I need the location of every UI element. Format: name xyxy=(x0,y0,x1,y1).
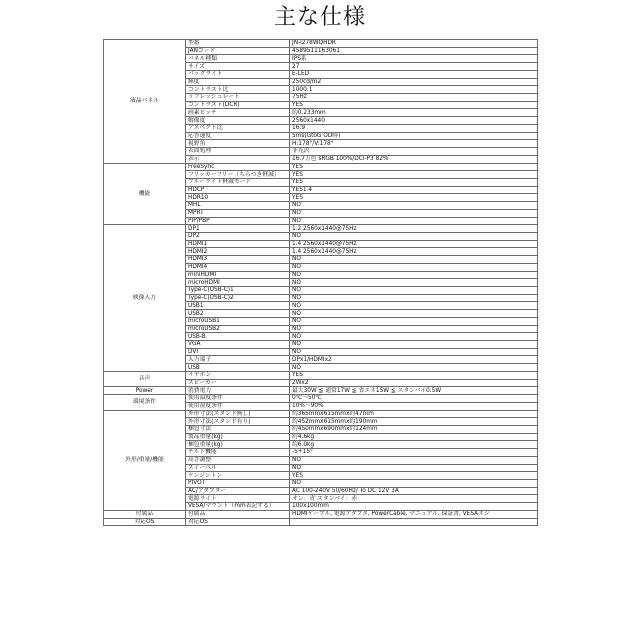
item-cell: 使用温度条件 xyxy=(186,395,290,403)
spec-row xyxy=(104,510,538,518)
category-cell: 対応OS xyxy=(104,518,186,526)
item-cell: microUSB1 xyxy=(186,317,290,325)
item-cell: MPRT xyxy=(186,209,290,217)
item-cell: DVI xyxy=(186,348,290,356)
item-cell: 外形寸法(スタンド有り) xyxy=(186,418,290,426)
item-cell: スピーカー xyxy=(186,379,290,387)
spec-row xyxy=(104,387,538,395)
item-cell: チルト機能 xyxy=(186,449,290,457)
value-cell: 約365mmx615mmx約47mm xyxy=(290,410,538,418)
item-cell: HDMI1 xyxy=(186,240,290,248)
item-cell: VESA/マウント（mm表記する） xyxy=(186,503,290,511)
spec-row xyxy=(104,395,538,403)
page-title: 主な仕様 xyxy=(273,5,366,30)
value-cell: -5+15° xyxy=(290,449,538,457)
spec-row xyxy=(104,40,538,48)
item-cell: パネル種類 xyxy=(186,55,290,63)
value-cell: NO xyxy=(290,325,538,333)
item-cell: 入力端子 xyxy=(186,356,290,364)
value-cell: YES1.4 xyxy=(290,186,538,194)
spec-row xyxy=(104,410,538,418)
spec-table xyxy=(103,39,538,526)
value-cell: 1.4 2560x1440@75Hz xyxy=(290,240,538,248)
category-cell: 音声 xyxy=(104,371,186,386)
item-cell: AC/アダプター xyxy=(186,487,290,495)
spec-row xyxy=(104,371,538,379)
item-cell: USB-B xyxy=(186,333,290,341)
value-cell: 約450mmx690mmx約124mm xyxy=(290,425,538,433)
value-cell: NO xyxy=(290,209,538,217)
value-cell xyxy=(290,518,538,526)
value-cell: 最大30W ≦ 通常17W ≦ 省エネ15W ≦ スタンバイ0.5W xyxy=(290,387,538,395)
item-cell: フリッカーフリー（ちらつき軽減） xyxy=(186,171,290,179)
item-cell: FreeSync xyxy=(186,163,290,171)
category-cell: Power xyxy=(104,387,186,395)
item-cell: 画素ピッチ xyxy=(186,109,290,117)
item-cell: 対応OS xyxy=(186,518,290,526)
value-cell: NO xyxy=(290,464,538,472)
value-cell: NO xyxy=(290,217,538,225)
value-cell: NO xyxy=(290,287,538,295)
value-cell: NO xyxy=(290,232,538,240)
value-cell: HDMIケーブル, 電源アダプタ, PowerCable, マニュアル, 保証書, VESAネジ xyxy=(290,510,538,518)
item-cell: Type-C(USB-C)2 xyxy=(186,294,290,302)
value-cell: 250cd/m2 xyxy=(290,78,538,86)
value-cell: YES xyxy=(290,194,538,202)
item-cell: イヤホン xyxy=(186,371,290,379)
category-cell: 機能 xyxy=(104,163,186,225)
item-cell: 表面処理 xyxy=(186,148,290,156)
item-cell: 使用湿度条件 xyxy=(186,402,290,410)
value-cell: 16:9 xyxy=(290,124,538,132)
item-cell: USB xyxy=(186,364,290,372)
spec-row xyxy=(104,518,538,526)
value-cell: 約452mmx615mmx約190mm xyxy=(290,418,538,426)
item-cell: 外形寸法(スタンド無し) xyxy=(186,410,290,418)
value-cell: NO xyxy=(290,348,538,356)
value-cell: YES xyxy=(290,163,538,171)
value-cell: 1.2 2560x1440@75Hz xyxy=(290,225,538,233)
item-cell: 梱包重量(kg) xyxy=(186,441,290,449)
value-cell: NO xyxy=(290,333,538,341)
value-cell: YES xyxy=(290,101,538,109)
value-cell: YES xyxy=(290,178,538,186)
category-cell: 液晶パネル xyxy=(104,40,186,164)
item-cell: HDMI2 xyxy=(186,248,290,256)
item-cell: microUSB2 xyxy=(186,325,290,333)
item-cell: 高さ調整 xyxy=(186,456,290,464)
item-cell: 視野角 xyxy=(186,140,290,148)
item-cell: リフレッシュレート xyxy=(186,94,290,102)
value-cell: NO xyxy=(290,302,538,310)
item-cell: 消費電力 xyxy=(186,387,290,395)
value-cell: NO xyxy=(290,341,538,349)
value-cell: 1000:1 xyxy=(290,86,538,94)
value-cell: 10%〜90% xyxy=(290,402,538,410)
item-cell: コントラスト(DCR) xyxy=(186,101,290,109)
value-cell: NO xyxy=(290,256,538,264)
value-cell: NO xyxy=(290,202,538,210)
value-cell: 27 xyxy=(290,63,538,71)
item-cell: 製品重量(kg) xyxy=(186,433,290,441)
value-cell: オン：青 スタンバイ：赤 xyxy=(290,495,538,503)
item-cell: DP1 xyxy=(186,225,290,233)
value-cell: YES xyxy=(290,171,538,179)
value-cell: 75Hz xyxy=(290,94,538,102)
value-cell: 16.7万色 sRGB 100%/DCI-P3 82% xyxy=(290,155,538,163)
value-cell: NO xyxy=(290,364,538,372)
item-cell: VGA xyxy=(186,341,290,349)
value-cell: 5ms(GtoG OD時) xyxy=(290,132,538,140)
value-cell: 約6.0kg xyxy=(290,441,538,449)
item-cell: サイズ xyxy=(186,63,290,71)
item-cell: 解像度 xyxy=(186,117,290,125)
item-cell: コントラスト比 xyxy=(186,86,290,94)
item-cell: ケンジントン xyxy=(186,472,290,480)
value-cell: NO xyxy=(290,263,538,271)
item-cell: MHL xyxy=(186,202,290,210)
item-cell: 梱包寸法 xyxy=(186,425,290,433)
value-cell: 0℃〜50℃ xyxy=(290,395,538,403)
value-cell: YES xyxy=(290,371,538,379)
value-cell: AC 100-240V 50/60Hz/ To DC 12V 3A xyxy=(290,487,538,495)
item-cell: PIVOT xyxy=(186,479,290,487)
item-cell: HDR10 xyxy=(186,194,290,202)
category-cell: 映像入力 xyxy=(104,225,186,372)
category-cell: 外形/重量/機能 xyxy=(104,410,186,510)
item-cell: USB1 xyxy=(186,302,290,310)
value-cell: DPx1/HDMIx2 xyxy=(290,356,538,364)
value-cell: NO xyxy=(290,479,538,487)
item-cell: HDMI3 xyxy=(186,256,290,264)
category-cell: 環境条件 xyxy=(104,395,186,410)
item-cell: miniHDMI xyxy=(186,271,290,279)
value-cell: 非光沢 xyxy=(290,148,538,156)
item-cell: 表示 xyxy=(186,155,290,163)
item-cell: HDCP xyxy=(186,186,290,194)
value-cell: NO xyxy=(290,279,538,287)
spec-row xyxy=(104,225,538,233)
item-cell: DP2 xyxy=(186,232,290,240)
item-cell: ブルーライト軽減モード xyxy=(186,178,290,186)
value-cell: IPS系 xyxy=(290,55,538,63)
category-cell: 付属品 xyxy=(104,510,186,518)
value-cell: NO xyxy=(290,271,538,279)
value-cell: 約4.6kg xyxy=(290,433,538,441)
value-cell: H:178°/V:178° xyxy=(290,140,538,148)
value-cell: JN-i278WQHDR xyxy=(290,40,538,48)
value-cell: E-LED xyxy=(290,70,538,78)
item-cell: 電源ライト xyxy=(186,495,290,503)
value-cell: NO xyxy=(290,317,538,325)
item-cell: microHDMI xyxy=(186,279,290,287)
value-cell: NO xyxy=(290,456,538,464)
value-cell: 2560x1440 xyxy=(290,117,538,125)
value-cell: NO xyxy=(290,294,538,302)
item-cell: PIP/PBP xyxy=(186,217,290,225)
spec-row xyxy=(104,163,538,171)
item-cell: スイーベル xyxy=(186,464,290,472)
item-cell: 応答速度 xyxy=(186,132,290,140)
item-cell: Type-C(USB-C)1 xyxy=(186,287,290,295)
item-cell: USB2 xyxy=(186,310,290,318)
item-cell: 型番 xyxy=(186,40,290,48)
item-cell: 付属品 xyxy=(186,510,290,518)
value-cell: YES xyxy=(290,472,538,480)
value-cell: NO xyxy=(290,310,538,318)
item-cell: アスペクト比 xyxy=(186,124,290,132)
item-cell: HDMI4 xyxy=(186,263,290,271)
value-cell: 約0.233mm xyxy=(290,109,538,117)
value-cell: 2Wx2 xyxy=(290,379,538,387)
item-cell: バックライト xyxy=(186,70,290,78)
value-cell: 100x100mm xyxy=(290,503,538,511)
value-cell: 1.4 2560x1440@75Hz xyxy=(290,248,538,256)
value-cell: 4589511163061 xyxy=(290,47,538,55)
item-cell: 輝度 xyxy=(186,78,290,86)
item-cell: JANコード xyxy=(186,47,290,55)
